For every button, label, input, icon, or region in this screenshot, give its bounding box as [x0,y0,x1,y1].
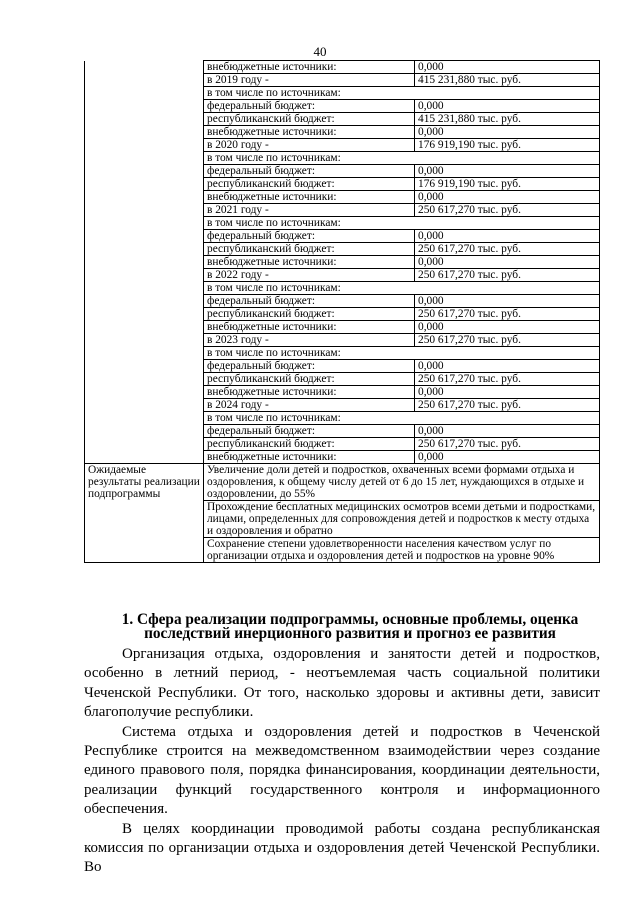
source-header-cell: в том числе по источникам: [204,412,600,425]
funding-source-cell: в 2019 году - [204,74,415,87]
funding-source-cell: в 2023 году - [204,334,415,347]
amount-cell: 250 617,270 тыс. руб. [415,269,600,282]
funding-source-cell: в 2020 году - [204,139,415,152]
amount-cell: 0,000 [415,61,600,74]
empty-label-cell [85,295,204,308]
table-row [85,438,600,451]
empty-label-cell [85,373,204,386]
amount-cell: 0,000 [415,126,600,139]
funding-source-cell: внебюджетные источники: [204,191,415,204]
empty-label-cell [85,425,204,438]
source-header-cell: в том числе по источникам: [204,347,600,360]
body-paragraph: В целях координации проводимой работы создана республиканская комиссия по организации отдыха и оздоровления детей Чеченской Республики. Во [84,820,600,876]
amount-cell: 0,000 [415,360,600,373]
empty-label-cell [85,347,204,360]
table-row [85,347,600,360]
funding-source-cell: республиканский бюджет: [204,308,415,321]
amount-cell: 0,000 [415,191,600,204]
empty-label-cell [85,269,204,282]
table-row [85,152,600,165]
table-row [85,295,600,308]
amount-cell: 0,000 [415,295,600,308]
expected-result-cell: Увеличение доли детей и подростков, охваченных всеми формами отдыха и оздоровления, к общему числу детей от 6 до 15 лет, нуждающихся в отдыхе и оздоровлении, до 55% [204,464,600,501]
funding-source-cell: в 2021 году - [204,204,415,217]
source-header-cell: в том числе по источникам: [204,152,600,165]
empty-label-cell [85,113,204,126]
empty-label-cell [85,451,204,464]
amount-cell: 250 617,270 тыс. руб. [415,373,600,386]
funding-source-cell: в 2024 году - [204,399,415,412]
table-row [85,269,600,282]
table-row [85,373,600,386]
funding-source-cell: внебюджетные источники: [204,451,415,464]
funding-source-cell: республиканский бюджет: [204,243,415,256]
amount-cell: 176 919,190 тыс. руб. [415,139,600,152]
source-header-cell: в том числе по источникам: [204,217,600,230]
page-number: 40 [313,44,327,59]
results-row [85,464,600,501]
amount-cell: 0,000 [415,256,600,269]
table-row [85,100,600,113]
body-paragraph: Организация отдыха, оздоровления и занятости детей и подростков, особенно в летний период, - неотъемлемая часть социальной политики Чеченской Республики. От того, насколько здоровы и активны дети, зависит благополучие республики. [84,646,600,721]
table-row [85,61,600,74]
funding-source-cell: внебюджетные источники: [204,256,415,269]
table-row [85,243,600,256]
amount-cell: 250 617,270 тыс. руб. [415,308,600,321]
amount-cell: 0,000 [415,321,600,334]
empty-label-cell [85,74,204,87]
table-row [85,165,600,178]
amount-cell: 250 617,270 тыс. руб. [415,204,600,217]
table-row [85,204,600,217]
table-row [85,217,600,230]
funding-source-cell: внебюджетные источники: [204,61,415,74]
amount-cell: 0,000 [415,451,600,464]
table-row [85,230,600,243]
section-title: 1. Сфера реализации подпрограммы, основные проблемы, оценка последствий инерционного развития и прогноз ее развития [121,611,579,642]
table-row [85,386,600,399]
table-row [85,412,600,425]
empty-label-cell [85,217,204,230]
table-row [85,425,600,438]
empty-label-cell [85,87,204,100]
funding-source-cell: федеральный бюджет: [204,100,415,113]
amount-cell: 0,000 [415,230,600,243]
funding-source-cell: республиканский бюджет: [204,113,415,126]
empty-label-cell [85,399,204,412]
expected-result-cell: Прохождение бесплатных медицинских осмотров всеми детьми и подростками, лицами, определенных для сопровождения детей и подростков к месту отдыха и оздоровления и обратно [204,501,600,538]
amount-cell: 0,000 [415,425,600,438]
empty-label-cell [85,438,204,451]
funding-source-cell: внебюджетные источники: [204,321,415,334]
expected-results-label: Ожидаемые результаты реализации подпрограммы [85,464,204,563]
funding-source-cell: федеральный бюджет: [204,230,415,243]
empty-label-cell [85,321,204,334]
empty-label-cell [85,360,204,373]
table-row [85,139,600,152]
funding-source-cell: республиканский бюджет: [204,178,415,191]
table-row [85,451,600,464]
empty-label-cell [85,230,204,243]
table-row [85,308,600,321]
empty-label-cell [85,152,204,165]
empty-label-cell [85,256,204,269]
source-header-cell: в том числе по источникам: [204,282,600,295]
source-header-cell: в том числе по источникам: [204,87,600,100]
amount-cell: 250 617,270 тыс. руб. [415,438,600,451]
body-paragraph: Система отдыха и оздоровления детей и подростков в Чеченской Республике строится на межведомственном взаимодействии через создание единого правового поля, порядка финансирования, координации деятельности, реализации функций государственного контроля и информационного обеспечения. [84,723,600,818]
funding-source-cell: внебюджетные источники: [204,386,415,399]
funding-source-cell: республиканский бюджет: [204,438,415,451]
amount-cell: 250 617,270 тыс. руб. [415,399,600,412]
amount-cell: 250 617,270 тыс. руб. [415,334,600,347]
funding-source-cell: федеральный бюджет: [204,165,415,178]
funding-source-cell: федеральный бюджет: [204,425,415,438]
table-row [85,126,600,139]
funding-source-cell: федеральный бюджет: [204,360,415,373]
table-row [85,191,600,204]
empty-label-cell [85,178,204,191]
empty-label-cell [85,243,204,256]
empty-label-cell [85,139,204,152]
funding-source-cell: в 2022 году - [204,269,415,282]
empty-label-cell [85,191,204,204]
empty-label-cell [85,386,204,399]
empty-label-cell [85,100,204,113]
section-body [84,645,600,878]
empty-label-cell [85,334,204,347]
table-row [85,399,600,412]
empty-label-cell [85,412,204,425]
table-row [85,178,600,191]
empty-label-cell [85,282,204,295]
table-row [85,113,600,126]
budget-table [84,60,600,563]
empty-label-cell [85,204,204,217]
table-row [85,256,600,269]
table-row [85,74,600,87]
empty-label-cell [85,61,204,74]
empty-label-cell [85,126,204,139]
amount-cell: 0,000 [415,386,600,399]
table-row [85,321,600,334]
funding-source-cell: республиканский бюджет: [204,373,415,386]
empty-label-cell [85,165,204,178]
empty-label-cell [85,308,204,321]
amount-cell: 0,000 [415,100,600,113]
amount-cell: 176 919,190 тыс. руб. [415,178,600,191]
funding-source-cell: федеральный бюджет: [204,295,415,308]
amount-cell: 415 231,880 тыс. руб. [415,74,600,87]
table-row [85,334,600,347]
amount-cell: 0,000 [415,165,600,178]
amount-cell: 415 231,880 тыс. руб. [415,113,600,126]
amount-cell: 250 617,270 тыс. руб. [415,243,600,256]
expected-result-cell: Сохранение степени удовлетворенности населения качеством услуг по организации отдыха и оздоровления детей и подростков на уровне 90% [204,538,600,563]
table-row [85,282,600,295]
table-row [85,360,600,373]
funding-source-cell: внебюджетные источники: [204,126,415,139]
table-row [85,87,600,100]
